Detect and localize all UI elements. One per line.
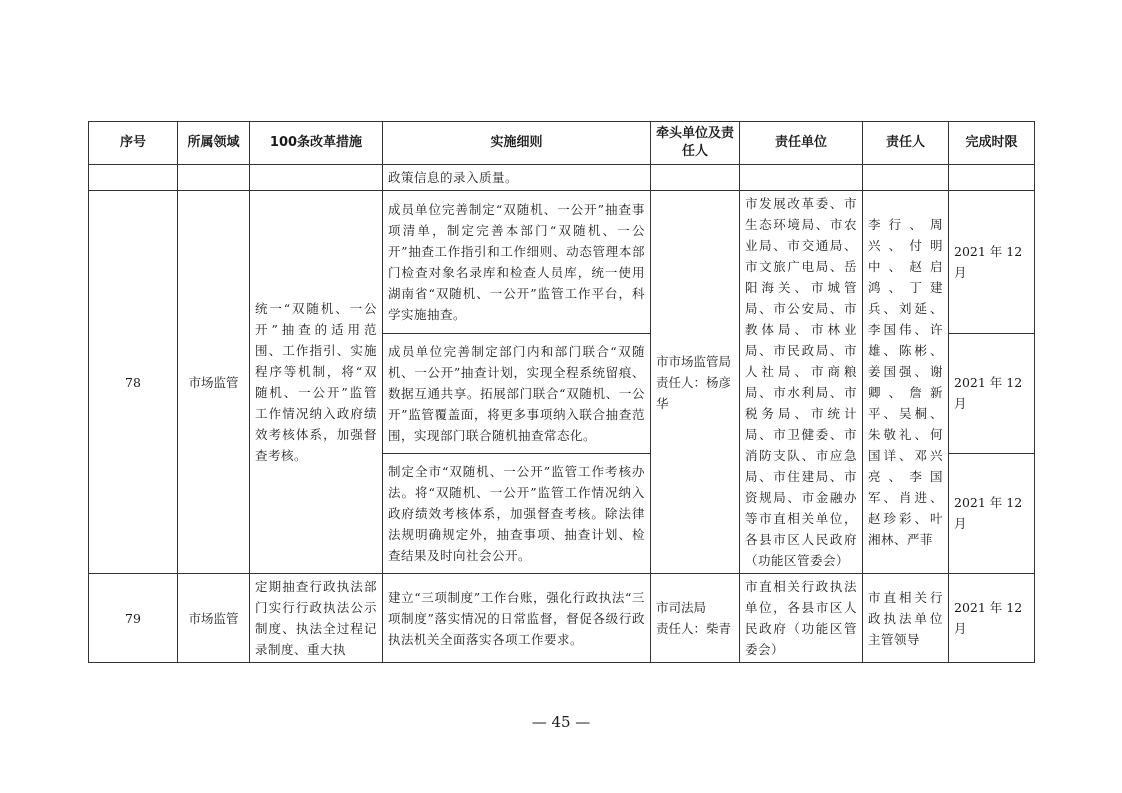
row79-measure: 定期抽查行政执法部门实行行政执法公示制度、执法全过程记录制度、重大执 xyxy=(250,574,383,663)
row78-deadline-3: 2021 年 12 月 xyxy=(949,453,1035,573)
header-no: 序号 xyxy=(89,122,178,165)
cell-empty xyxy=(949,165,1035,191)
header-measure: 100条改革措施 xyxy=(250,122,383,165)
row79-units: 市直相关行政执法单位，各县市区人民政府（功能区管委会） xyxy=(740,574,863,663)
row78-deadline-1: 2021 年 12 月 xyxy=(949,191,1035,334)
header-domain: 所属领域 xyxy=(178,122,250,165)
header-persons: 责任人 xyxy=(863,122,949,165)
header-detail: 实施细则 xyxy=(383,122,651,165)
row78-no: 78 xyxy=(89,191,178,574)
row79-domain: 市场监管 xyxy=(178,574,250,663)
header-units: 责任单位 xyxy=(740,122,863,165)
row79-detail: 建立“三项制度”工作台账，强化行政执法“三项制度”落实情况的日常监督，督促各级行政执法机关全面落实各项工作要求。 xyxy=(383,574,651,663)
page-number: — 45 — xyxy=(531,713,591,731)
row79-deadline: 2021 年 12 月 xyxy=(949,574,1035,663)
reform-table xyxy=(88,121,1035,663)
header-deadline: 完成时限 xyxy=(949,122,1035,165)
cell-empty xyxy=(863,165,949,191)
cell-empty xyxy=(89,165,178,191)
header-row xyxy=(89,122,1035,165)
row78-lead: 市市场监管局 责任人：杨彦华 xyxy=(651,191,740,574)
row78-measure: 统一“双随机、一公开”抽查的适用范围、工作指引、实施程序等机制，将“双随机、一公开”监管工作情况纳入政府绩效考核体系，加强督查考核。 xyxy=(250,191,383,574)
row78-detail-1: 成员单位完善制定“双随机、一公开”抽查事项清单，制定完善本部门“双随机、一公开”抽查工作指引和工作细则、动态管理本部门检查对象名录库和检查人员库，统一使用湖南省“双随机、一公开”监管工作平台，科学实施抽查。 xyxy=(383,191,651,334)
cell-empty xyxy=(178,165,250,191)
row79-lead: 市司法局 责任人：柴青 xyxy=(651,574,740,663)
table-row-79 xyxy=(89,574,1035,663)
table-row-78 xyxy=(89,191,1035,334)
table-row-continuation xyxy=(89,165,1035,191)
row78-detail-3: 制定全市“双随机、一公开”监管工作考核办法。将“双随机、一公开”监管工作情况纳入政府绩效考核体系，加强督查考核。除法律法规明确规定外，抽查事项、抽查计划、检查结果及时向社会公开。 xyxy=(383,453,651,573)
cell-empty xyxy=(651,165,740,191)
cell-empty xyxy=(250,165,383,191)
row78-persons: 李行、周兴、付明中、赵启鸿、丁建兵、刘延、李国伟、许雄、陈彬、姜国强、谢卿、詹新平、吴桐、朱敬礼、何国详、邓兴亮、李国军、肖进、赵珍彩、叶湘林、严菲 xyxy=(863,191,949,574)
row79-no: 79 xyxy=(89,574,178,663)
cell-empty xyxy=(740,165,863,191)
continuation-detail: 政策信息的录入质量。 xyxy=(383,165,651,191)
row78-detail-2: 成员单位完善制定部门内和部门联合“双随机、一公开”抽查计划，实现全程系统留痕、数据互通共享。拓展部门联合“双随机、一公开”监管覆盖面，将更多事项纳入联合抽查范围，实现部门联合随机抽查常态化。 xyxy=(383,333,651,453)
header-lead: 牵头单位及责任人 xyxy=(651,122,740,165)
row78-deadline-2: 2021 年 12 月 xyxy=(949,333,1035,453)
row78-domain: 市场监管 xyxy=(178,191,250,574)
row79-persons: 市直相关行政执法单位主管领导 xyxy=(863,574,949,663)
row78-units: 市发展改革委、市生态环境局、市农业局、市交通局、市文旅广电局、岳阳海关、市城管局、市公安局、市教体局、市林业局、市民政局、市人社局、市商粮局、市水利局、市税务局、市统计局、市卫健委、市消防支队、市应急局、市住建局、市资规局、市金融办等市直相关单位，各县市区人民政府（功能区管委会） xyxy=(740,191,863,574)
